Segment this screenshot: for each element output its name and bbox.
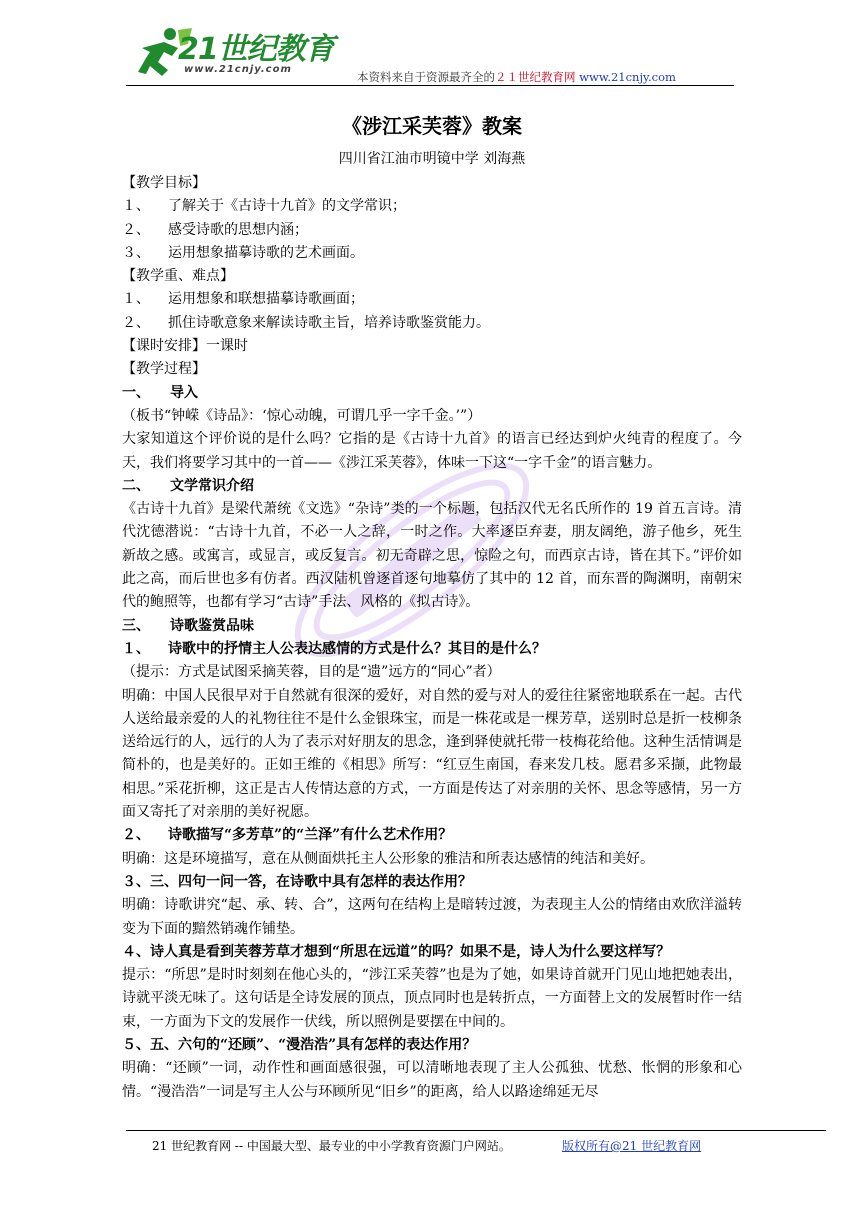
section-title: 诗歌鉴赏品味 bbox=[170, 617, 254, 634]
question-2-answer: 明确：这是环境描写，意在从侧面烘托主人公形象的雅洁和所表达感情的纯洁和美好。 bbox=[122, 850, 654, 867]
question-1 bbox=[122, 638, 742, 661]
logo-wordmark: 21世纪教育 bbox=[178, 32, 334, 67]
site-logo[interactable] bbox=[126, 22, 336, 84]
document-body bbox=[122, 112, 742, 1104]
intro-paragraph: 大家知道这个评价说的是什么吗？它指的是《古诗十九首》的语言已经达到炉火纯青的程度了。今天，我们将要学习其中的一首——《涉江采芙蓉》，体味一下这“一字千金”的语言魅力。 bbox=[122, 431, 742, 471]
goal-number: １、 bbox=[122, 198, 150, 215]
section-title: 导入 bbox=[170, 384, 198, 401]
logo-url: www.21cnjy.com bbox=[184, 64, 292, 75]
section-heading-knowledge bbox=[122, 475, 742, 498]
question-4: ４、诗人真是看到芙蓉芳草才想到“所思在远道”的吗？如果不是，诗人为什么要这样写？ bbox=[122, 943, 671, 960]
header-note bbox=[357, 69, 676, 85]
goal-text: 运用想象描摹诗歌的艺术画面。 bbox=[168, 244, 364, 261]
footer-text: 21 世纪教育网 -- 中国最大型、最专业的中小学教育资源门户网站。 bbox=[152, 1139, 511, 1153]
question-2 bbox=[122, 824, 742, 847]
question-3-answer: 明确：诗歌讲究“起、承、转、合”，这两句在结构上是暗转过渡，为表现主人公的情绪由欢欣洋溢转变为下面的黯然销魂作铺垫。 bbox=[122, 897, 742, 937]
section-number: 二、 bbox=[122, 477, 150, 494]
document-title: 《涉江采芙蓉》教案 bbox=[342, 114, 522, 138]
goal-text: 了解关于《古诗十九首》的文学常识； bbox=[168, 198, 406, 215]
question-text: 诗歌描写“多芳草”的“兰泽”有什么艺术作用？ bbox=[168, 827, 453, 844]
header-divider bbox=[126, 85, 734, 86]
board-note: （板书“钟嵘《诗品》：‘惊心动魄，可谓几乎一字千金。’”） bbox=[122, 407, 482, 424]
key-item bbox=[122, 312, 742, 335]
goal-number: ２、 bbox=[122, 221, 150, 238]
header-note-site[interactable]: ２１世纪教育网 bbox=[495, 70, 576, 84]
question-text: 诗歌中的抒情主人公表达感情的方式是什么？其目的是什么？ bbox=[168, 640, 546, 657]
question-number: １、 bbox=[122, 640, 150, 657]
footer-divider bbox=[126, 1130, 826, 1131]
goal-item bbox=[122, 195, 742, 218]
key-item bbox=[122, 288, 742, 311]
keys-heading: 【教学重、难点】 bbox=[122, 268, 234, 285]
header-note-url[interactable]: www.21cnjy.com bbox=[579, 70, 676, 84]
section-heading-appreciation bbox=[122, 615, 742, 638]
question-4-answer: 提示：“所思”是时时刻刻在他心头的，“涉江采芙蓉”也是为了她，如果诗首就开门见山地把她表出，诗就平淡无味了。这句话是全诗发展的顶点，顶点同时也是转折点，一方面替上文的发展暂时作一结束，一方面为下文的发展作一伏线，所以照例是要摆在中间的。 bbox=[122, 967, 742, 1030]
document-author: 四川省江油市明镜中学 刘海燕 bbox=[338, 151, 526, 167]
section-title: 文学常识介绍 bbox=[170, 477, 254, 494]
question-1-hint: （提示：方式是试图采摘芙蓉，目的是“遗”远方的“同心”者） bbox=[122, 664, 501, 681]
goal-item bbox=[122, 242, 742, 265]
goal-number: ３、 bbox=[122, 244, 150, 261]
key-text: 运用想象和联想描摹诗歌画面； bbox=[168, 291, 364, 308]
section-number: 一、 bbox=[122, 384, 150, 401]
page-header bbox=[0, 0, 860, 92]
goal-item bbox=[122, 219, 742, 242]
process-heading: 【教学过程】 bbox=[122, 361, 206, 378]
question-3: ３、三、四句一问一答，在诗歌中具有怎样的表达作用？ bbox=[122, 873, 472, 890]
question-number: ２、 bbox=[122, 827, 150, 844]
key-number: １、 bbox=[122, 291, 150, 308]
key-number: ２、 bbox=[122, 314, 150, 331]
question-5-answer: 明确：“还顾”一词，动作性和画面感很强，可以清晰地表现了主人公孤独、忧愁、怅惘的形象和心情。“漫浩浩”一词是写主人公与环顾所见“旧乡”的距离，给人以路途绵延无尽 bbox=[122, 1060, 742, 1100]
question-1-answer: 明确：中国人民很早对于自然就有很深的爱好，对自然的爱与对人的爱往往紧密地联系在一起。古代人送给最亲爱的人的礼物往往不是什么金银珠宝，而是一株花或是一棵芳草，送别时总是折一枝柳条送给远行的人，远行的人为了表示对好朋友的思念，逢到驿使就托带一枝梅花给他。这种生活情调是简朴的，也是美好的。正如王维的《相思》所写：“红豆生南国，春来发几枝。愿君多采撷，此物最相思。”采花折柳，这正是古人传情达意的方式，一方面是传达了对亲朋的关怀、思念等感情，另一方面又寄托了对亲朋的美好祝愿。 bbox=[122, 687, 742, 821]
goal-text: 感受诗歌的思想内涵； bbox=[168, 221, 308, 238]
goals-heading: 【教学目标】 bbox=[122, 175, 206, 191]
section-number: 三、 bbox=[122, 617, 150, 634]
page-footer bbox=[152, 1137, 702, 1154]
question-5: ５、五、六句的“还顾”、“漫浩浩”具有怎样的表达作用？ bbox=[122, 1036, 477, 1053]
footer-copyright-link[interactable]: 版权所有@21 世纪教育网 bbox=[562, 1139, 702, 1153]
knowledge-paragraph: 《古诗十九首》是梁代萧统《文选》“杂诗”类的一个标题，包括汉代无名氏所作的 19 首五言诗。清代沈德潜说：“古诗十九首，不必一人之辞，一时之作。大率逐臣弃妻，朋友阔绝，游子他乡，死生新故之感。或寓言，或显言，或反复言。初无奇辟之思，惊险之句，而西京古诗，皆在其下。”评价如此之高，而后世也多有仿者。西汉陆机曾逐首逐句地摹仿了其中的 12 首，而东晋的陶渊明，南朝宋代的鲍照等，也都有学习“古诗”手法、风格的《拟古诗》。 bbox=[122, 501, 742, 611]
schedule-line: 【课时安排】一课时 bbox=[122, 338, 248, 355]
key-text: 抓住诗歌意象来解读诗歌主旨，培养诗歌鉴赏能力。 bbox=[168, 314, 490, 331]
header-note-prefix: 本资料来自于资源最齐全的 bbox=[357, 70, 495, 84]
section-heading-intro bbox=[122, 382, 742, 405]
